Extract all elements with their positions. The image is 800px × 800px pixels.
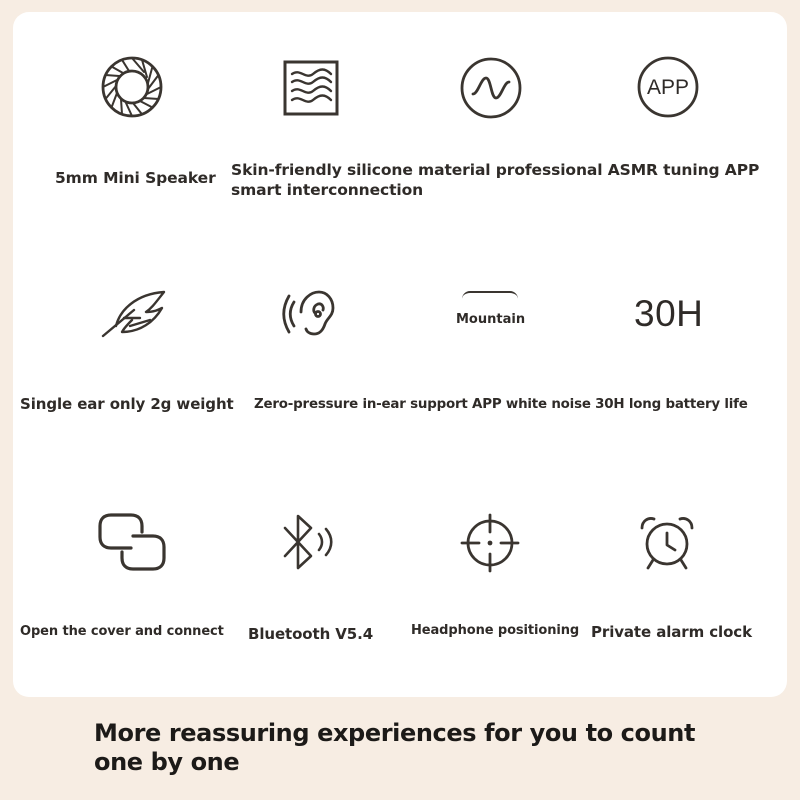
mountain-icon-text: Mountain: [456, 312, 526, 327]
feature-alarm-label: Private alarm clock: [591, 623, 752, 641]
feature-zero-pressure-label: Zero-pressure in-ear support APP white noise 30H long battery life: [254, 397, 748, 412]
feature-cover-connect-label: Open the cover and connect: [20, 624, 224, 639]
feature-silicone-asmr-app-label: Skin-friendly silicone material professional ASMR tuning APP smart interconnection: [231, 161, 760, 199]
feature-speaker-label: 5mm Mini Speaker: [55, 169, 216, 187]
app-icon-text: APP: [646, 76, 690, 99]
ear-icon: [285, 282, 337, 342]
feature-bluetooth-label: Bluetooth V5.4: [248, 625, 374, 643]
alarm-clock-icon: [638, 514, 696, 572]
bluetooth-icon: [281, 512, 337, 572]
silicone-material-icon: [282, 59, 340, 117]
crosshair-icon: [460, 513, 520, 573]
feature-weight-label: Single ear only 2g weight: [20, 395, 234, 413]
asmr-wave-icon: [459, 56, 523, 120]
link-icon: [97, 512, 167, 572]
feature-positioning-label: Headphone positioning: [411, 623, 580, 638]
app-icon: [636, 55, 700, 119]
speaker-icon: [99, 54, 165, 120]
battery-hours-icon-text: 30H: [634, 293, 704, 334]
feather-icon: [100, 288, 166, 340]
footer-tagline: More reassuring experiences for you to count one by one: [94, 719, 696, 776]
